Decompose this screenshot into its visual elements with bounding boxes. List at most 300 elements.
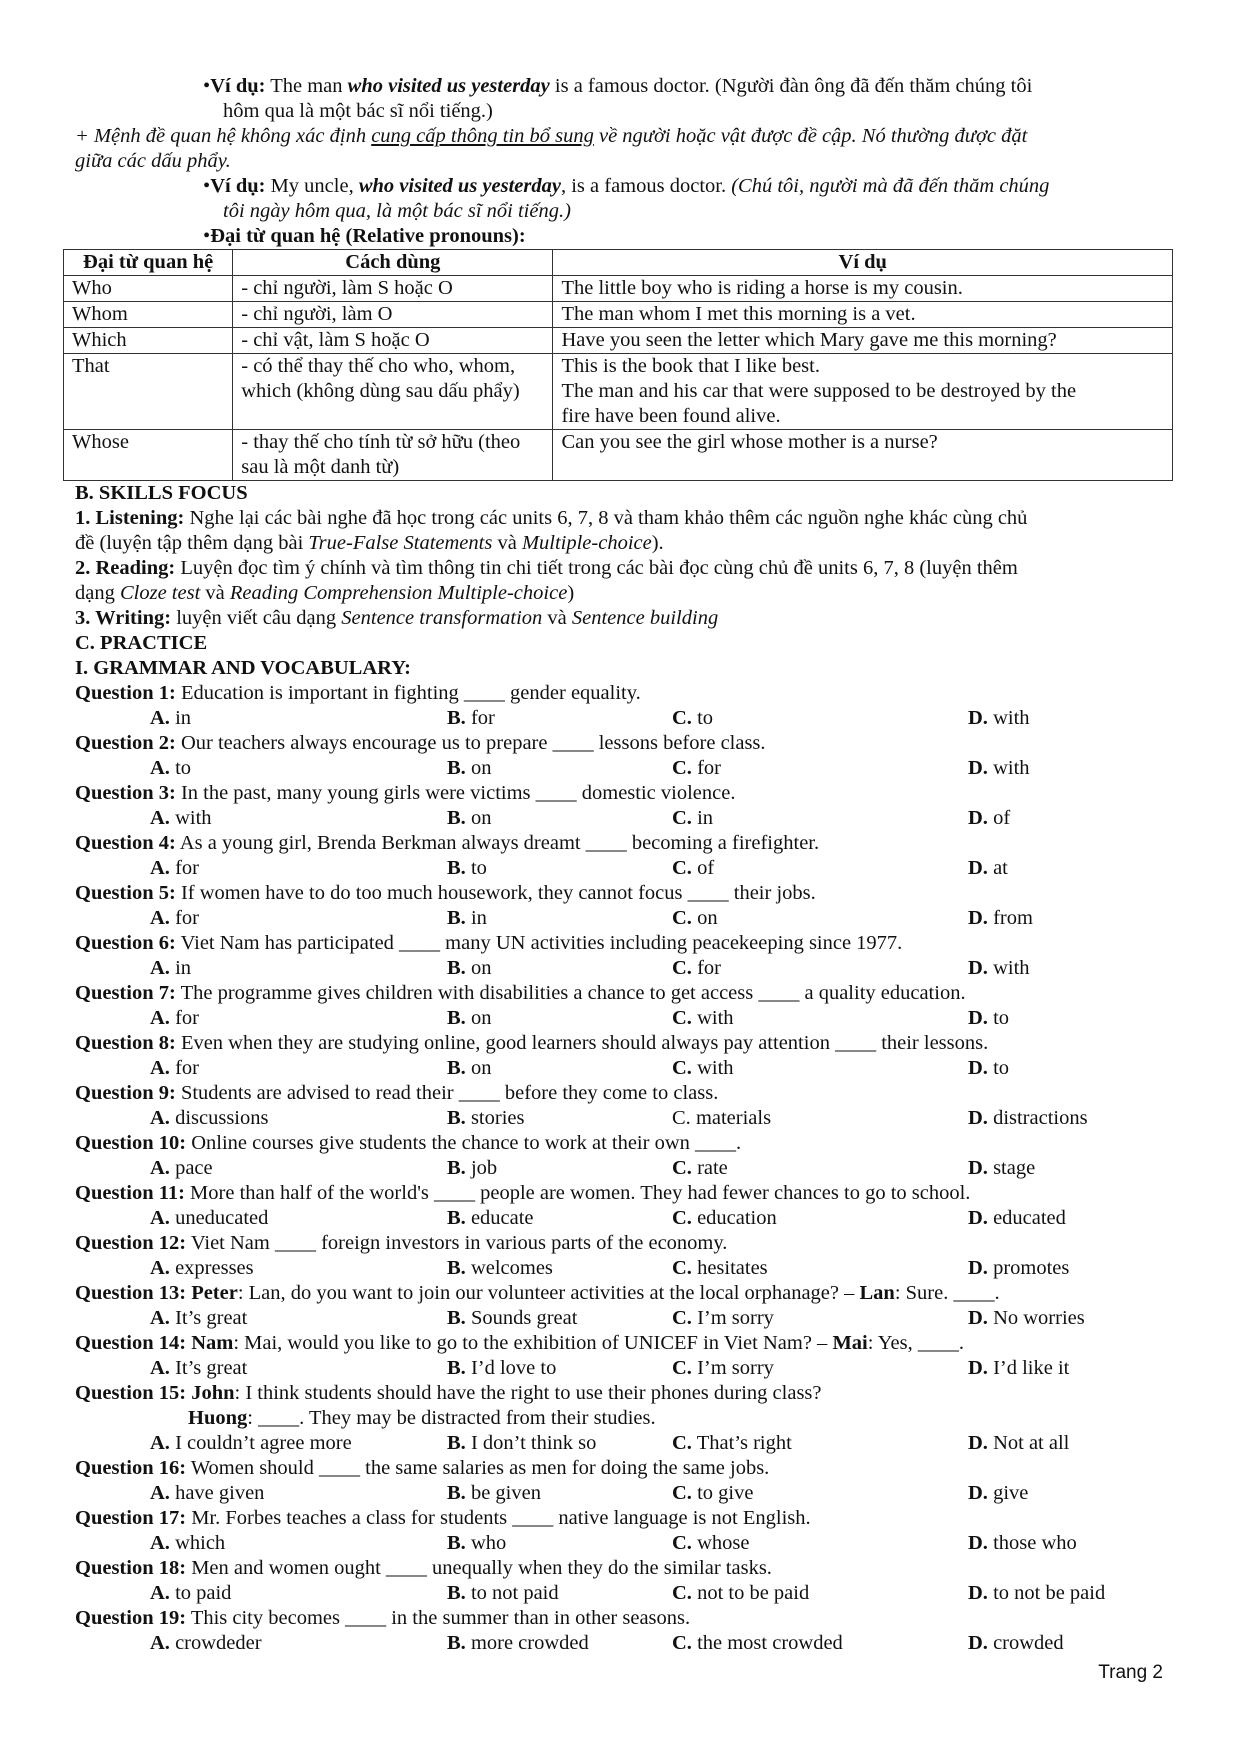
answer-option-a[interactable] <box>150 1106 268 1131</box>
option-text: give <box>993 1482 1029 1504</box>
table-header: Đại từ quan hệ <box>64 250 233 276</box>
option-letter: B. <box>447 1307 466 1329</box>
answer-option-b[interactable] <box>447 856 487 881</box>
question-text: This city becomes ____ in the summer than in other seasons. <box>186 1607 691 1629</box>
pronoun-cell: Whom <box>64 302 233 328</box>
answer-option-a[interactable] <box>150 1531 225 1556</box>
question-label: Question 9: <box>75 1082 176 1104</box>
bullet-icon: • <box>203 225 211 247</box>
option-text: materials <box>695 1107 772 1129</box>
option-text: to <box>993 1057 1010 1079</box>
question-text: In the past, many young girls were victims ____ domestic violence. <box>175 782 736 804</box>
option-text: be given <box>470 1482 541 1504</box>
usage-cell <box>233 354 553 430</box>
question-list <box>75 681 1185 1656</box>
option-text: with <box>993 957 1030 979</box>
option-text: to not paid <box>470 1582 559 1604</box>
answer-option-a[interactable] <box>150 1356 247 1381</box>
question-stem <box>75 931 1185 956</box>
answer-option-b[interactable] <box>447 1256 553 1281</box>
option-letter: D. <box>968 1532 988 1554</box>
option-text: not to be paid <box>697 1582 810 1604</box>
answer-option-b[interactable] <box>447 1306 577 1331</box>
option-letter: C. <box>672 1057 692 1079</box>
option-letter: B. <box>447 1632 466 1654</box>
option-text: for <box>175 857 199 879</box>
practice-heading: C. PRACTICE <box>75 632 208 654</box>
example-line: The little boy who is riding a horse is my cousin. <box>561 277 963 299</box>
answer-options <box>75 1056 1185 1081</box>
option-letter: D. <box>968 707 988 729</box>
answer-option-c[interactable] <box>672 956 721 981</box>
option-letter: B. <box>447 1207 466 1229</box>
table-row <box>64 276 1173 302</box>
usage-cell <box>233 430 553 481</box>
table-row <box>64 328 1173 354</box>
option-text: to give <box>697 1482 754 1504</box>
question-label: Question 12: <box>75 1232 187 1254</box>
option-letter: B. <box>447 1357 466 1379</box>
option-letter: B. <box>447 707 466 729</box>
answer-option-b[interactable] <box>447 1106 524 1131</box>
option-text: Not at all <box>993 1432 1070 1454</box>
answer-options <box>75 1431 1185 1456</box>
speaker-name: Huong <box>188 1407 248 1429</box>
question-stem <box>75 1181 1185 1206</box>
option-text: those who <box>993 1532 1077 1554</box>
option-letter: D. <box>968 907 988 929</box>
skills-reading-line2: dạng Cloze test và Reading Comprehension Multiple-choice) <box>75 582 575 604</box>
answer-options <box>75 756 1185 781</box>
answer-option-c[interactable] <box>672 1531 749 1556</box>
option-letter: D. <box>968 1207 988 1229</box>
option-letter: B. <box>447 1157 466 1179</box>
question-text: : I think students should have the right to use their phones during class? <box>234 1382 822 1404</box>
example-line: Can you see the girl whose mother is a nurse? <box>561 431 938 453</box>
question-text: : Yes, ____. <box>867 1332 964 1354</box>
answer-option-c[interactable] <box>672 806 713 831</box>
question-stem <box>75 731 1185 756</box>
option-text: for <box>697 957 721 979</box>
option-text: crowded <box>993 1632 1064 1654</box>
answer-option-d[interactable] <box>968 706 1030 731</box>
option-letter: C. <box>672 1632 692 1654</box>
question-text: Our teachers always encourage us to prepare ____ lessons before class. <box>175 732 766 754</box>
answer-option-c[interactable] <box>672 1256 768 1281</box>
question-item <box>75 931 1185 981</box>
option-letter: A. <box>150 807 170 829</box>
option-letter: A. <box>150 1057 170 1079</box>
answer-option-c[interactable] <box>672 1306 774 1331</box>
answer-options <box>75 1306 1185 1331</box>
answer-option-a[interactable] <box>150 1156 213 1181</box>
answer-option-c[interactable] <box>672 1631 843 1656</box>
answer-option-c[interactable] <box>672 1106 771 1131</box>
option-letter: A. <box>150 1582 170 1604</box>
option-text: to not be paid <box>993 1582 1106 1604</box>
question-label: Question 10: <box>75 1132 187 1154</box>
option-text: on <box>470 957 492 979</box>
question-label: Question 5: <box>75 882 176 904</box>
question-text: Students are advised to read their ____ before they come to class. <box>175 1082 719 1104</box>
answer-option-b[interactable] <box>447 1531 506 1556</box>
option-text: have given <box>175 1482 265 1504</box>
answer-option-b[interactable] <box>447 1056 491 1081</box>
example-line: The man whom I met this morning is a vet. <box>561 303 916 325</box>
answer-option-d[interactable] <box>968 856 1008 881</box>
option-text: to paid <box>175 1582 232 1604</box>
option-text: on <box>470 1057 492 1079</box>
option-letter: B. <box>447 1532 466 1554</box>
answer-option-a[interactable] <box>150 856 199 881</box>
question-item <box>75 1331 1185 1381</box>
option-letter: B. <box>447 1482 466 1504</box>
answer-options <box>75 806 1185 831</box>
question-stem <box>75 1556 1185 1581</box>
question-label: Question 17: <box>75 1507 187 1529</box>
option-text: It’s great <box>175 1357 248 1379</box>
answer-option-a[interactable] <box>150 1256 254 1281</box>
skills-heading: B. SKILLS FOCUS <box>75 482 248 504</box>
usage-line: - thay thế cho tính từ sở hữu (theo <box>241 431 521 453</box>
question-label: Question 16: <box>75 1457 187 1479</box>
option-text: educated <box>993 1207 1066 1229</box>
option-text: uneducated <box>175 1207 269 1229</box>
skills-writing: 3. Writing: luyện viết câu dạng Sentence transformation và Sentence building <box>75 607 719 629</box>
option-letter: A. <box>150 1157 170 1179</box>
answer-option-d[interactable] <box>968 1006 1009 1031</box>
option-text: on <box>470 807 492 829</box>
question-text: : Sure. ____. <box>894 1282 1000 1304</box>
question-text: Viet Nam has participated ____ many UN activities including peacekeeping since 1977. <box>175 932 903 954</box>
answer-option-b[interactable] <box>447 756 491 781</box>
option-letter: D. <box>968 1482 988 1504</box>
option-letter: C. <box>672 1157 692 1179</box>
option-text: in <box>175 957 192 979</box>
question-item <box>75 1131 1185 1181</box>
option-text: at <box>993 857 1008 879</box>
question-item <box>75 881 1185 931</box>
option-letter: C. <box>672 1257 692 1279</box>
skills-listening-line2: đề (luyện tập thêm dạng bài True-False Statements và Multiple-choice). <box>75 532 664 554</box>
answer-option-b[interactable] <box>447 1431 596 1456</box>
answer-option-c[interactable] <box>672 1356 774 1381</box>
answer-option-b[interactable] <box>447 1581 559 1606</box>
question-item <box>75 1381 1185 1456</box>
answer-option-b[interactable] <box>447 1631 589 1656</box>
question-stem <box>75 981 1185 1006</box>
page-content <box>72 74 1185 1656</box>
answer-option-b[interactable] <box>447 1481 541 1506</box>
answer-option-c[interactable] <box>672 1481 753 1506</box>
option-text: pace <box>175 1157 213 1179</box>
question-stem <box>75 1381 1185 1406</box>
answer-option-a[interactable] <box>150 756 191 781</box>
page-number: Trang 2 <box>1098 1662 1163 1683</box>
option-letter: C. <box>672 1532 692 1554</box>
table-row <box>64 430 1173 481</box>
pronoun-cell: Which <box>64 328 233 354</box>
speaker-name: Peter <box>191 1282 238 1304</box>
question-label: Question 2: <box>75 732 176 754</box>
answer-option-c[interactable] <box>672 1206 777 1231</box>
question-label: Question 18: <box>75 1557 187 1579</box>
example-line: Have you seen the letter which Mary gave me this morning? <box>561 329 1057 351</box>
example-defining: •Ví dụ: The man who visited us yesterday is a famous doctor. (Người đàn ông đã đến thăm chúng tôi hôm qua là một bác sĩ nổi tiếng.) <box>203 75 1033 122</box>
option-text: who <box>470 1532 507 1554</box>
question-text: Even when they are studying online, good learners should always pay attention ____ their lessons. <box>175 1032 989 1054</box>
pronouns-heading: •Đại từ quan hệ (Relative pronouns): <box>203 225 526 247</box>
answer-option-d[interactable] <box>968 1156 1035 1181</box>
answer-option-b[interactable] <box>447 1206 534 1231</box>
answer-option-c[interactable] <box>672 1156 728 1181</box>
answer-option-b[interactable] <box>447 706 495 731</box>
answer-option-b[interactable] <box>447 906 487 931</box>
answer-option-a[interactable] <box>150 1631 262 1656</box>
question-label: Question 13: <box>75 1282 187 1304</box>
question-stem <box>75 1606 1185 1631</box>
option-letter: B. <box>447 1007 466 1029</box>
question-item <box>75 1231 1185 1281</box>
answer-option-d[interactable] <box>968 906 1033 931</box>
question-item <box>75 1031 1185 1081</box>
option-letter: A. <box>150 1432 170 1454</box>
answer-option-b[interactable] <box>447 806 491 831</box>
option-letter: D. <box>968 1582 988 1604</box>
option-letter: B. <box>447 857 466 879</box>
question-item <box>75 1606 1185 1656</box>
option-text: on <box>470 757 492 779</box>
option-letter: C. <box>672 1357 692 1379</box>
option-text: It’s great <box>175 1307 248 1329</box>
question-stem <box>75 831 1185 856</box>
option-letter: A. <box>150 1532 170 1554</box>
table-header: Ví dụ <box>553 250 1173 276</box>
option-text: to <box>697 707 714 729</box>
speaker-name: John <box>191 1382 235 1404</box>
answer-option-d[interactable] <box>968 756 1030 781</box>
option-text: with <box>697 1057 734 1079</box>
answer-option-a[interactable] <box>150 1431 352 1456</box>
question-label: Question 3: <box>75 782 176 804</box>
answer-option-a[interactable] <box>150 806 212 831</box>
example-line: The man and his car that were supposed to be destroyed by the <box>561 380 1077 402</box>
option-letter: D. <box>968 1107 988 1129</box>
nondefining-note-line2: giữa các dấu phẩy. <box>75 150 231 172</box>
option-letter: D. <box>968 1632 988 1654</box>
option-letter: B. <box>447 1057 466 1079</box>
usage-line: which (không dùng sau dấu phẩy) <box>241 380 520 402</box>
option-letter: C. <box>672 907 692 929</box>
question-item <box>75 1081 1185 1131</box>
option-text: whose <box>697 1532 750 1554</box>
question-stem <box>75 681 1185 706</box>
answer-option-c[interactable] <box>672 1006 734 1031</box>
answer-options <box>75 1631 1185 1656</box>
answer-option-d[interactable] <box>968 1256 1069 1281</box>
answer-option-d[interactable] <box>968 1106 1088 1131</box>
option-text: on <box>697 907 718 929</box>
answer-option-d[interactable] <box>968 1306 1085 1331</box>
question-item <box>75 731 1185 781</box>
option-text: of <box>697 857 715 879</box>
option-letter: C. <box>672 1207 692 1229</box>
speaker-name: Mai <box>832 1332 868 1354</box>
example-cell <box>553 276 1173 302</box>
example-cell <box>553 354 1173 430</box>
option-text: stories <box>470 1107 525 1129</box>
question-label: Question 8: <box>75 1032 176 1054</box>
answer-option-d[interactable] <box>968 1481 1028 1506</box>
answer-option-d[interactable] <box>968 1206 1066 1231</box>
option-letter: C. <box>672 1307 692 1329</box>
answer-option-b[interactable] <box>447 1006 491 1031</box>
option-text: with <box>175 807 212 829</box>
answer-options <box>75 1356 1185 1381</box>
answer-option-a[interactable] <box>150 906 199 931</box>
question-text: More than half of the world's ____ people are women. They had fewer chances to go to school. <box>184 1182 971 1204</box>
option-text: promotes <box>993 1257 1070 1279</box>
question-stem <box>75 1131 1185 1156</box>
option-text: in <box>175 707 192 729</box>
answer-option-d[interactable] <box>968 956 1030 981</box>
answer-option-a[interactable] <box>150 1006 199 1031</box>
question-stem <box>75 781 1185 806</box>
option-letter: C. <box>672 1482 692 1504</box>
answer-options <box>75 906 1185 931</box>
answer-options <box>75 856 1185 881</box>
option-letter: D. <box>968 1432 988 1454</box>
answer-option-c[interactable] <box>672 906 718 931</box>
answer-option-d[interactable] <box>968 1631 1064 1656</box>
option-letter: C. <box>672 957 692 979</box>
question-label: Question 1: <box>75 682 176 704</box>
option-letter: A. <box>150 1482 170 1504</box>
answer-option-b[interactable] <box>447 1156 497 1181</box>
option-text: for <box>175 907 199 929</box>
option-text: hesitates <box>697 1257 768 1279</box>
answer-options <box>75 1581 1185 1606</box>
option-text: educate <box>470 1207 534 1229</box>
option-text: That’s right <box>696 1432 792 1454</box>
question-text: Men and women ought ____ unequally when they do the similar tasks. <box>186 1557 772 1579</box>
answer-option-d[interactable] <box>968 1581 1105 1606</box>
pronoun-cell: That <box>64 354 233 430</box>
answer-option-c[interactable] <box>672 756 721 781</box>
question-item <box>75 1281 1185 1331</box>
answer-option-b[interactable] <box>447 1356 556 1381</box>
question-item <box>75 1181 1185 1231</box>
option-text: job <box>470 1157 498 1179</box>
option-text: welcomes <box>470 1257 553 1279</box>
answer-option-d[interactable] <box>968 806 1010 831</box>
option-text: with <box>993 757 1030 779</box>
question-label: Question 15: <box>75 1382 187 1404</box>
option-text: to <box>993 1007 1010 1029</box>
answer-options <box>75 956 1185 981</box>
answer-option-d[interactable] <box>968 1056 1009 1081</box>
question-item <box>75 981 1185 1031</box>
option-text: for <box>175 1007 199 1029</box>
question-label: Question 11: <box>75 1182 185 1204</box>
question-item <box>75 1506 1185 1556</box>
option-letter: D. <box>968 1007 988 1029</box>
option-letter: C. <box>672 1432 692 1454</box>
option-text: rate <box>697 1157 728 1179</box>
answer-option-c[interactable] <box>672 706 713 731</box>
answer-options <box>75 1006 1185 1031</box>
option-letter: B. <box>447 907 466 929</box>
speaker-name: Lan <box>859 1282 895 1304</box>
answer-option-c[interactable] <box>672 856 714 881</box>
option-text: I couldn’t agree more <box>175 1432 352 1454</box>
option-letter: D. <box>968 1257 988 1279</box>
answer-option-a[interactable] <box>150 1481 264 1506</box>
answer-options <box>75 706 1185 731</box>
usage-line: sau là một danh từ) <box>241 456 400 478</box>
answer-option-d[interactable] <box>968 1431 1069 1456</box>
example-nondefining: •Ví dụ: My uncle, who visited us yesterday, is a famous doctor. (Chú tôi, người mà đã đến thăm chúng tôi ngày hôm qua, là một bác sĩ nổi tiếng.) <box>203 175 1050 222</box>
option-letter: B. <box>447 757 466 779</box>
pronoun-cell: Who <box>64 276 233 302</box>
answer-option-a[interactable] <box>150 956 191 981</box>
answer-option-a[interactable] <box>150 706 191 731</box>
answer-option-c[interactable] <box>672 1056 734 1081</box>
question-text: If women have to do too much housework, they cannot focus ____ their jobs. <box>175 882 816 904</box>
answer-option-c[interactable] <box>672 1581 809 1606</box>
option-letter: B. <box>447 807 466 829</box>
option-letter: B. <box>447 1582 466 1604</box>
option-letter: B. <box>447 1432 466 1454</box>
question-text: The programme gives children with disabilities a chance to get access ____ a quality education. <box>175 982 966 1004</box>
answer-option-d[interactable] <box>968 1531 1077 1556</box>
table-header: Cách dùng <box>233 250 553 276</box>
answer-option-d[interactable] <box>968 1356 1069 1381</box>
option-letter: D. <box>968 857 988 879</box>
usage-cell <box>233 328 553 354</box>
answer-option-a[interactable] <box>150 1056 199 1081</box>
answer-options <box>75 1481 1185 1506</box>
answer-option-a[interactable] <box>150 1206 268 1231</box>
question-label: Question 4: <box>75 832 176 854</box>
option-letter: C. <box>672 707 692 729</box>
option-letter: A. <box>150 1007 170 1029</box>
question-item <box>75 1556 1185 1606</box>
option-text: to <box>470 857 487 879</box>
option-text: discussions <box>175 1107 269 1129</box>
question-stem <box>75 1231 1185 1256</box>
option-letter: C. <box>672 807 692 829</box>
answer-option-b[interactable] <box>447 956 491 981</box>
nondefining-note: + Mệnh đề quan hệ không xác định cung cấp thông tin bổ sung về người hoặc vật được đề cập. Nó thường được đặt <box>75 125 1028 147</box>
option-letter: A. <box>150 857 170 879</box>
question-item <box>75 781 1185 831</box>
question-text: Viet Nam ____ foreign investors in various parts of the economy. <box>186 1232 728 1254</box>
option-letter: A. <box>150 1207 170 1229</box>
answer-option-c[interactable] <box>672 1431 792 1456</box>
answer-option-a[interactable] <box>150 1581 231 1606</box>
option-letter: D. <box>968 757 988 779</box>
option-text: with <box>697 1007 734 1029</box>
question-stem <box>75 1281 1185 1306</box>
option-text: on <box>470 1007 492 1029</box>
option-text: I’d love to <box>470 1357 557 1379</box>
answer-option-a[interactable] <box>150 1306 247 1331</box>
answer-options <box>75 1106 1185 1131</box>
option-text: to <box>175 757 192 779</box>
bullet-icon: • <box>203 175 211 197</box>
option-text: distractions <box>993 1107 1088 1129</box>
